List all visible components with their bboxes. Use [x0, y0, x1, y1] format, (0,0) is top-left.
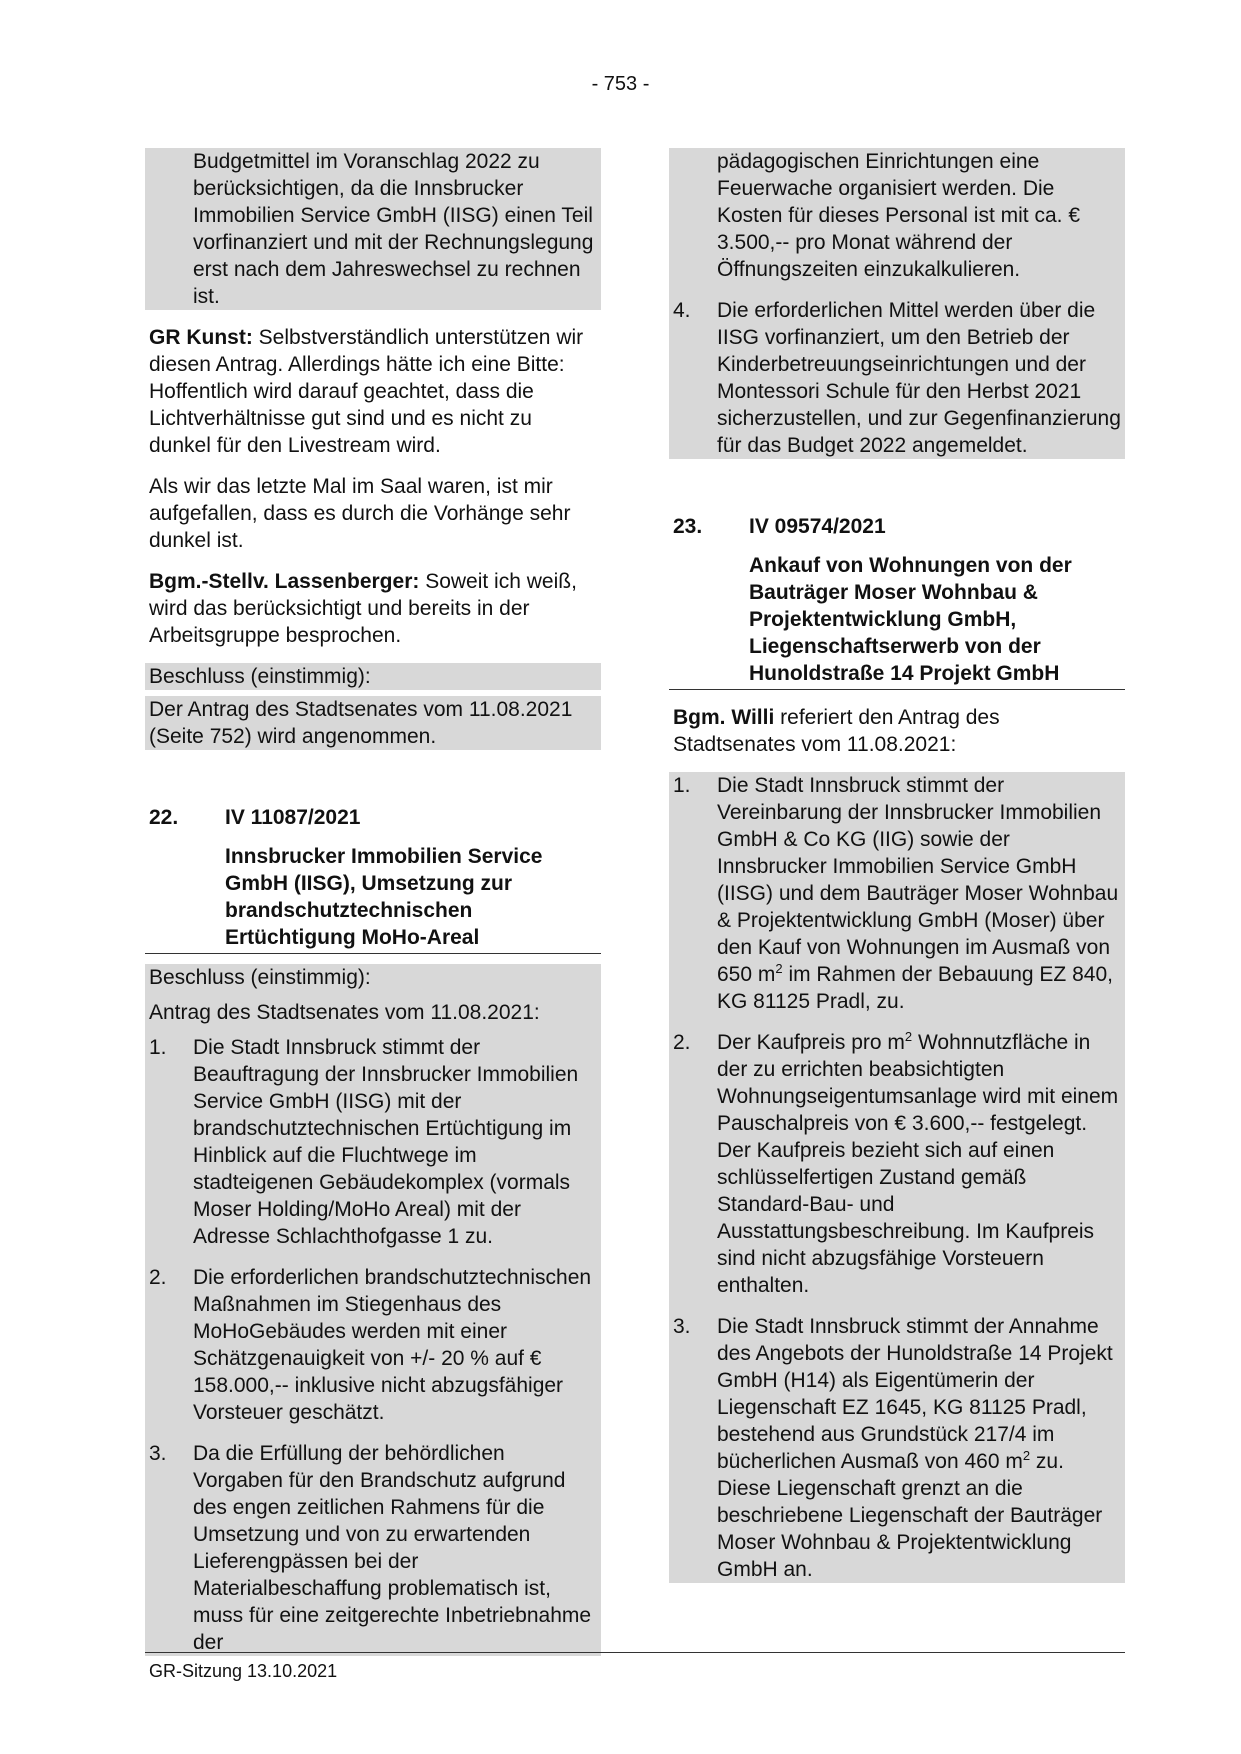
footer-text: GR-Sitzung 13.10.2021	[149, 1661, 338, 1681]
agenda-item-23-number: 23.	[673, 515, 703, 538]
list-item: 1. Die Stadt Innsbruck stimmt der Beauftragung der Innsbrucker Immobilien Service GmbH (IISG) mit der brandschutztechnischen Ertüchtigung im Hinblick auf die Fluchtwege im stadteigenen Gebäudekomplex (vormals Moser Holding/MoHo Areal) mit der Adresse Schlachthofgasse 1 zu.	[149, 1036, 579, 1248]
list-item: 2. Der Kaufpreis pro $m^2$ Wohnnutzfläche in der zu errichten beabsichtigten Wohnungseigentumsanlage wird mit einem Pauschalpreis von € 3.600,-- festgelegt. Der Kaufpreis bezieht sich auf einen schlüsselfertigen Zustand gemäß Standard-Bau- und Ausstattungsbeschreibung. Im Kaufpreis sind nicht abzugsfähige Vorsteuern enthalten.	[673, 1029, 1119, 1297]
lassenberger-text: Soweit ich weiß, wird das berücksichtigt und bereits in der Arbeitsgruppe besprochen.	[149, 570, 577, 647]
budget-paragraph	[145, 148, 601, 310]
left-column	[145, 148, 601, 1656]
budget-text: Budgetmittel im Voranschlag 2022 zu berücksichtigen, da die Innsbrucker Immobilien Service GmbH (IISG) einen Teil vorfinanziert und mit der Rechnungslegung erst nach dem Jahreswechsel zu rechnen ist.	[193, 150, 594, 308]
resolution-22	[145, 964, 601, 1656]
speaker-kunst: GR Kunst:	[149, 326, 253, 349]
agenda-item-22-title: Innsbrucker Immobilien Service GmbH (IISG), Umsetzung zur brandschutztechnischen Ertüchtigung MoHo-Areal	[145, 843, 601, 954]
list-item: 4. Die erforderlichen Mittel werden über die IISG vorfinanziert, um den Betrieb der Kinderbetreuungseinrichtungen und der Montessori Schule für den Herbst 2021 sicherzustellen, und zur Gegenfinanzierung für das Budget 2022 angemeldet.	[673, 299, 1121, 457]
agenda-item-22-number: 22.	[149, 806, 179, 829]
continued-text: pädagogischen Einrichtungen eine Feuerwache organisiert werden. Die Kosten für dieses Personal ist mit ca. € 3.500,-- pro Monat während der Öffnungszeiten einzukalkulieren.	[717, 150, 1080, 281]
footer-divider	[145, 1652, 1125, 1653]
list-item: 3. Die Stadt Innsbruck stimmt der Annahme des Angebots der Hunoldstraße 14 Projekt GmbH (H14) als Eigentümerin der Liegenschaft EZ 1645, KG 81125 Pradl, bestehend aus Grundstück 217/4 im bücherlichen Ausmaß von 460 $m^2$ zu. Diese Liegenschaft grenzt an die beschriebene Liegenschaft der Bauträger Moser Wohnbau & Projektentwicklung GmbH an.	[673, 1315, 1113, 1581]
resolution-23-list	[669, 772, 1125, 1583]
kunst-statement-2	[145, 473, 601, 554]
beschluss-label-2: Beschluss (einstimmig):	[149, 966, 371, 989]
lassenberger-statement	[145, 568, 601, 649]
speaker-willi: Bgm. Willi	[673, 706, 775, 729]
kunst-text-2: Als wir das letzte Mal im Saal waren, ist mir aufgefallen, dass es durch die Vorhänge sehr dunkel ist.	[149, 475, 571, 552]
agenda-item-22-header	[145, 804, 601, 831]
resolution-22-list	[145, 1034, 597, 1656]
continued-item-3	[669, 148, 1125, 459]
right-column	[669, 148, 1125, 1583]
agenda-item-23-id: IV 09574/2021	[749, 515, 886, 538]
willi-statement	[669, 704, 1125, 758]
kunst-text: Selbstverständlich unterstützen wir diesen Antrag. Allerdings hätte ich eine Bitte: Hoffentlich wird darauf geachtet, dass die Lichtverhältnisse gut sind und es nicht zu dunkel für den Livestream wird.	[149, 326, 584, 457]
speaker-lassenberger: Bgm.-Stellv. Lassenberger:	[149, 570, 420, 593]
list-item: 2. Die erforderlichen brandschutztechnischen Maßnahmen im Stiegenhaus des MoHoGebäudes werden mit einer Schätzgenauigkeit von +/- 20 % auf € 158.000,-- inklusive nicht abzugsfähiger Vorsteuer geschätzt.	[149, 1266, 592, 1424]
beschluss-text-1: Der Antrag des Stadtsenates vom 11.08.2021 (Seite 752) wird angenommen.	[145, 696, 601, 750]
agenda-item-22-id: IV 11087/2021	[225, 806, 361, 829]
list-item: 1. Die Stadt Innsbruck stimmt der Vereinbarung der Innsbrucker Immobilien GmbH & Co KG (IIG) sowie der Innsbrucker Immobilien Service GmbH (IISG) und dem Bauträger Moser Wohnbau & Projektentwicklung GmbH (Moser) über den Kauf von Wohnungen im Ausmaß von 650 $m^2$ im Rahmen der Bebauung EZ 840, KG 81125 Pradl, zu.	[673, 774, 1119, 1013]
kunst-statement	[145, 324, 601, 459]
antrag-label-2: Antrag des Stadtsenates vom 11.08.2021:	[149, 1001, 540, 1024]
beschluss-label-1: Beschluss (einstimmig):	[145, 663, 601, 690]
list-item: 3. Da die Erfüllung der behördlichen Vorgaben für den Brandschutz aufgrund des engen zeitlichen Rahmens für die Umsetzung und von zu erwartenden Lieferengpässen bei der Materialbeschaffung problematisch ist, muss für eine zeitgerechte Inbetriebnahme der	[149, 1442, 592, 1654]
page-number: - 753 -	[591, 73, 650, 95]
item-4-list	[669, 297, 1125, 459]
willi-text: referiert den Antrag des Stadtsenates vom 11.08.2021:	[673, 706, 1000, 756]
agenda-item-23-title: Ankauf von Wohnungen von der Bauträger Moser Wohnbau & Projektentwicklung GmbH, Liegenschaftserwerb von der Hunoldstraße 14 Projekt GmbH	[669, 552, 1125, 690]
agenda-item-23-header	[669, 513, 1125, 540]
